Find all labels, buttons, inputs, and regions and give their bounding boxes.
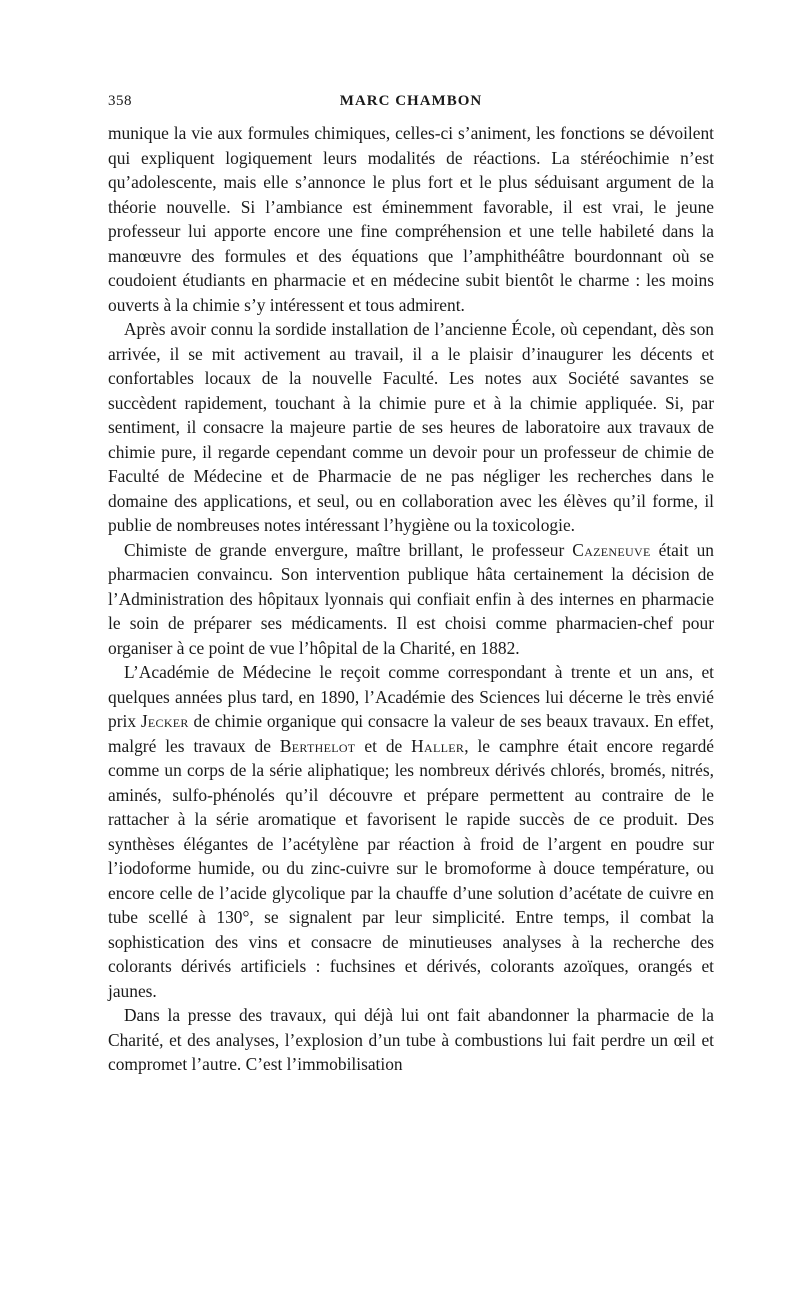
running-head: MARC CHAMBON xyxy=(339,93,483,109)
text-run: était un pharmacien convaincu. Son intervention publique hâta certainement la décision de l’Administration des hôpitaux lyonnais qui confiait enfin à des internes en pharmacie le soin de préparer ses médicaments. Il est choisi comme pharmacien-chef pour organiser à ce point de vue l’hôpital de la Charité, en 1882. xyxy=(108,539,714,658)
paragraph: Dans la presse des travaux, qui déjà lui ont fait abandonner la pharmacie de la Charité, et des analyses, l’explosion d’un tube à combustions lui fait perdre un œil et compromet l’autre. C’est l’immobilisation xyxy=(108,1005,714,1074)
paragraph: Après avoir connu la sordide installation de l’ancienne École, où cependant, dès son arrivée, il se mit activement au travail, il a le plaisir d’inaugurer les décents et confortables locaux de la nouvelle Faculté. Les notes aux Société savantes se succèdent rapidement, touchant à la chimie pure et à la chimie appliquée. Si, par sentiment, il consacre la majeure partie de ses heures de laboratoire aux travaux de chimie pure, il regarde cependant comme un devoir pour un professeur de chimie de Faculté de Médecine et de Pharmacie de ne pas négliger les recherches dans le domaine des applications, et seul, ou en collaboration avec les élèves qu’il forme, il publie de nombreuses notes intéressant l’hygiène ou la toxicologie. xyxy=(108,319,714,535)
text-run: de chimie organique qui consacre la valeur de ses beaux travaux. En effet, malgré les travaux de xyxy=(108,711,714,756)
text-run: L’Académie de Médecine le reçoit comme correspondant à trente et un ans, et quelques années plus tard, en 1890, l’Académie des Sciences lui décerne le très envié prix xyxy=(108,662,714,731)
person-name: Haller xyxy=(411,735,465,756)
page-number: 358 xyxy=(108,93,132,109)
paragraph: munique la vie aux formules chimiques, celles-ci s’animent, les fonctions se dévoilent qui expliquent logiquement leurs modalités de réactions. La stéréochimie n’est qu’adolescente, mais elle s’annonce le plus fort et le plus séduisant argument de la théorie nouvelle. Si l’ambiance est éminemment favorable, il est vrai, le jeune professeur lui apporte encore une fine compréhension et une telle habileté dans la manœuvre des formules et des équations que l’amphithéâtre bourdonnant où se coudoient étudiants en pharmacie et en médecine subit bientôt le charme : les moins ouverts à la chimie s’y intéressent et tous admirent. xyxy=(108,123,714,315)
person-name: Berthelot xyxy=(279,735,356,756)
body-text xyxy=(108,121,714,1077)
paragraph xyxy=(108,660,714,1003)
page-header xyxy=(108,93,714,115)
paragraph xyxy=(108,538,714,661)
text-run: , le camphre était encore regardé comme un corps de la série aliphatique; les nombreux dérivés chlorés, bromés, nitrés, aminés, sulfo-phénolés qu’il découvre et prépare permettent au contraire de le rattacher à la série aromatique et favorisent le rapide succès de ce produit. Des synthèses élégantes de l’acétylène par réaction à froid de l’argent en poudre sur l’iodoforme humide, ou du zinc-cuivre sur le bromoforme à douce température, ou encore celle de l’acide glycolique par la chauffe d’une solution d’acétate de cuivre en tube scellé à 130°, se signalent par leur simplicité. Entre temps, il combat la sophistication des vins et consacre de minutieuses analyses à la recherche des colorants dérivés artificiels : fuchsines et dérivés, colorants azoïques, orangés et jaunes. xyxy=(108,735,714,1001)
person-name: Jecker xyxy=(140,711,189,731)
person-name: Cazeneuve xyxy=(572,539,651,560)
text-run: et de xyxy=(355,735,412,756)
text-run: Chimiste de grande envergure, maître brillant, le professeur xyxy=(124,539,573,560)
